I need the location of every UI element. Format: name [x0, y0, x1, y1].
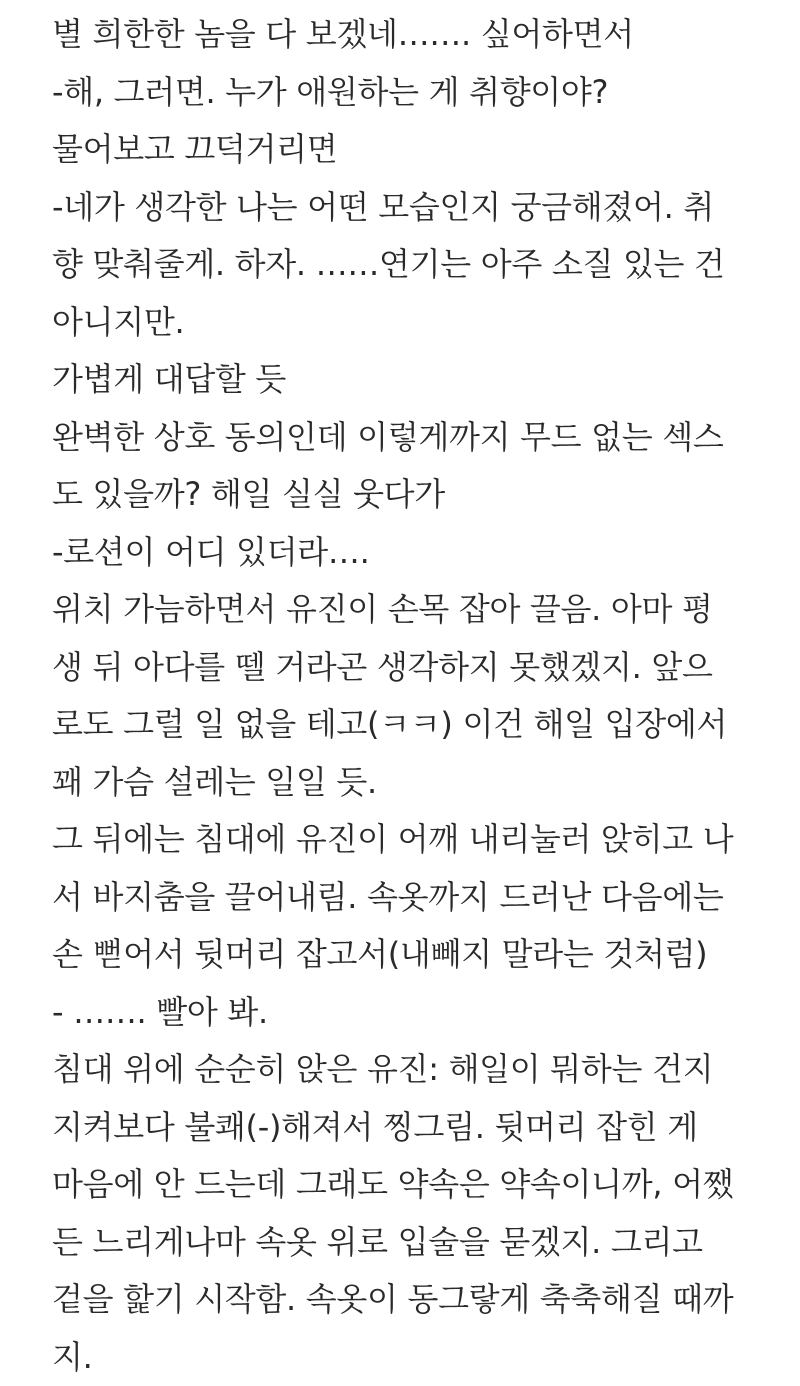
text-line: 별 희한한 놈을 다 보겠네……. 싶어하면서 [52, 6, 772, 64]
text-line: 서 바지춤을 끌어내림. 속옷까지 드러난 다음에는 [52, 869, 772, 927]
text-line: 겉을 핥기 시작함. 속옷이 동그랗게 축축해질 때까 [52, 1271, 772, 1329]
text-line: 손 뻗어서 뒷머리 잡고서(내빼지 말라는 것처럼) [52, 926, 772, 984]
text-line: 마음에 안 드는데 그래도 약속은 약속이니까, 어쨌 [52, 1156, 772, 1214]
text-line: 꽤 가슴 설레는 일일 듯. [52, 754, 772, 812]
text-body [52, 6, 772, 1386]
text-line: 생 뒤 아다를 뗄 거라곤 생각하지 못했겠지. 앞으 [52, 639, 772, 697]
text-line: 로도 그럴 일 없을 테고(ㅋㅋ) 이건 해일 입장에서 [52, 696, 772, 754]
text-line: 향 맞춰줄게. 하자. ……연기는 아주 소질 있는 건 [52, 236, 772, 294]
text-line: 완벽한 상호 동의인데 이렇게까지 무드 없는 섹스 [52, 409, 772, 467]
text-line: 그 뒤에는 침대에 유진이 어깨 내리눌러 앉히고 나 [52, 811, 772, 869]
text-line: 아니지만. [52, 294, 772, 352]
text-line: - ……. 빨아 봐. [52, 984, 772, 1042]
text-line: 도 있을까? 해일 실실 웃다가 [52, 466, 772, 524]
text-line: 침대 위에 순순히 앉은 유진: 해일이 뭐하는 건지 [52, 1041, 772, 1099]
text-line: -네가 생각한 나는 어떤 모습인지 궁금해졌어. 취 [52, 179, 772, 237]
text-line: -해, 그러면. 누가 애원하는 게 취향이야? [52, 64, 772, 122]
text-line: 가볍게 대답할 듯 [52, 351, 772, 409]
text-line: 든 느리게나마 속옷 위로 입술을 묻겠지. 그리고 [52, 1214, 772, 1272]
text-line: 지. [52, 1329, 772, 1386]
text-line: 지켜보다 불쾌(-)해져서 찡그림. 뒷머리 잡힌 게 [52, 1099, 772, 1157]
text-line: -로션이 어디 있더라…. [52, 524, 772, 582]
text-line: 물어보고 끄덕거리면 [52, 121, 772, 179]
text-line: 위치 가늠하면서 유진이 손목 잡아 끌음. 아마 평 [52, 581, 772, 639]
